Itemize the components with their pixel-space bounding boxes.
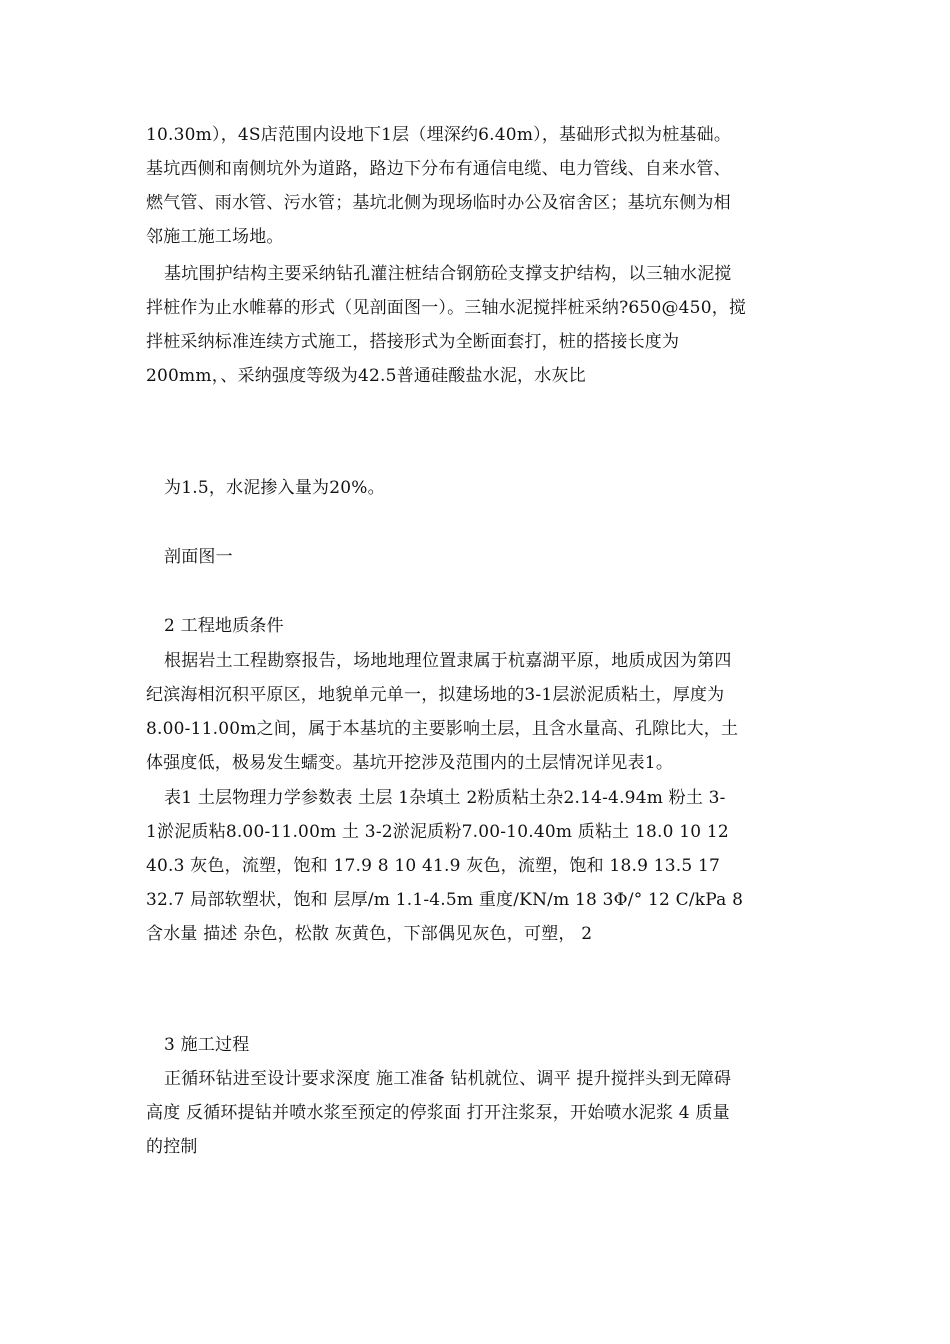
text-line: 32.7 局部软塑状，饱和 层厚/m 1.1-4.5m 重度/KN/m 18 3Φ/° 12 C/kPa 8	[146, 890, 744, 910]
paragraph-start: 根据岩土工程勘察报告，场地地理位置隶属于杭嘉湖平原，地质成因为第四	[164, 651, 732, 671]
text-line: 拌桩作为止水帷幕的形式（见剖面图一）。三轴水泥搅拌桩采纳?650@450，搅	[146, 298, 747, 318]
text-line: 高度 反循环提钻并喷水浆至预定的停浆面 打开注浆泵，开始喷水泥浆 4 质量	[146, 1103, 730, 1123]
text-line: 拌桩采纳标准连续方式施工，搭接形式为全断面套打，桩的搭接长度为	[146, 332, 680, 352]
section-heading: 2 工程地质条件	[164, 616, 284, 636]
text-line: 纪滨海相沉积平原区，地貌单元单一，拟建场地的3-1层淤泥质粘土，厚度为	[146, 685, 725, 705]
text-line: 基坑西侧和南侧坑外为道路，路边下分布有通信电缆、电力管线、自来水管、	[146, 159, 731, 179]
text-line: 邻施工施工场地。	[146, 227, 284, 247]
section-heading: 3 施工过程	[164, 1035, 250, 1055]
text-line: 含水量 描述 杂色，松散 灰黄色，下部偶见灰色，可塑， 2	[146, 924, 593, 944]
text-line: 40.3 灰色，流塑，饱和 17.9 8 10 41.9 灰色，流塑，饱和 18.9 13.5 17	[146, 856, 720, 876]
paragraph-start: 正循环钻进至设计要求深度 施工准备 钻机就位、调平 提升搅拌头到无障碍	[164, 1069, 732, 1089]
text-line: 为1.5，水泥掺入量为20%。	[164, 478, 385, 498]
table-caption: 表1 土层物理力学参数表 土层 1杂填土 2粉质粘土杂2.14-4.94m 粉土 3-	[164, 788, 726, 808]
text-line: 8.00-11.00m之间，属于本基坑的主要影响土层，且含水量高、孔隙比大，土	[146, 719, 739, 739]
text-line: 200mm，、采纳强度等级为42.5普通硅酸盐水泥，水灰比	[146, 366, 586, 386]
paragraph-start: 基坑围护结构主要采纳钻孔灌注桩结合钢筋砼支撑支护结构，以三轴水泥搅	[164, 264, 732, 284]
figure-caption: 剖面图一	[164, 547, 233, 567]
text-line: 体强度低，极易发生蠕变。基坑开挖涉及范围内的土层情况详见表1。	[146, 753, 674, 773]
text-line: 10.30m），4S店范围内设地下1层（埋深约6.40m），基础形式拟为桩基础。	[146, 125, 732, 145]
text-line: 燃气管、雨水管、污水管；基坑北侧为现场临时办公及宿舍区；基坑东侧为相	[146, 193, 731, 213]
text-line: 1淤泥质粘8.00-11.00m 土 3-2淤泥质粉7.00-10.40m 质粘土 18.0 10 12	[146, 822, 729, 842]
text-line: 的控制	[146, 1137, 198, 1157]
